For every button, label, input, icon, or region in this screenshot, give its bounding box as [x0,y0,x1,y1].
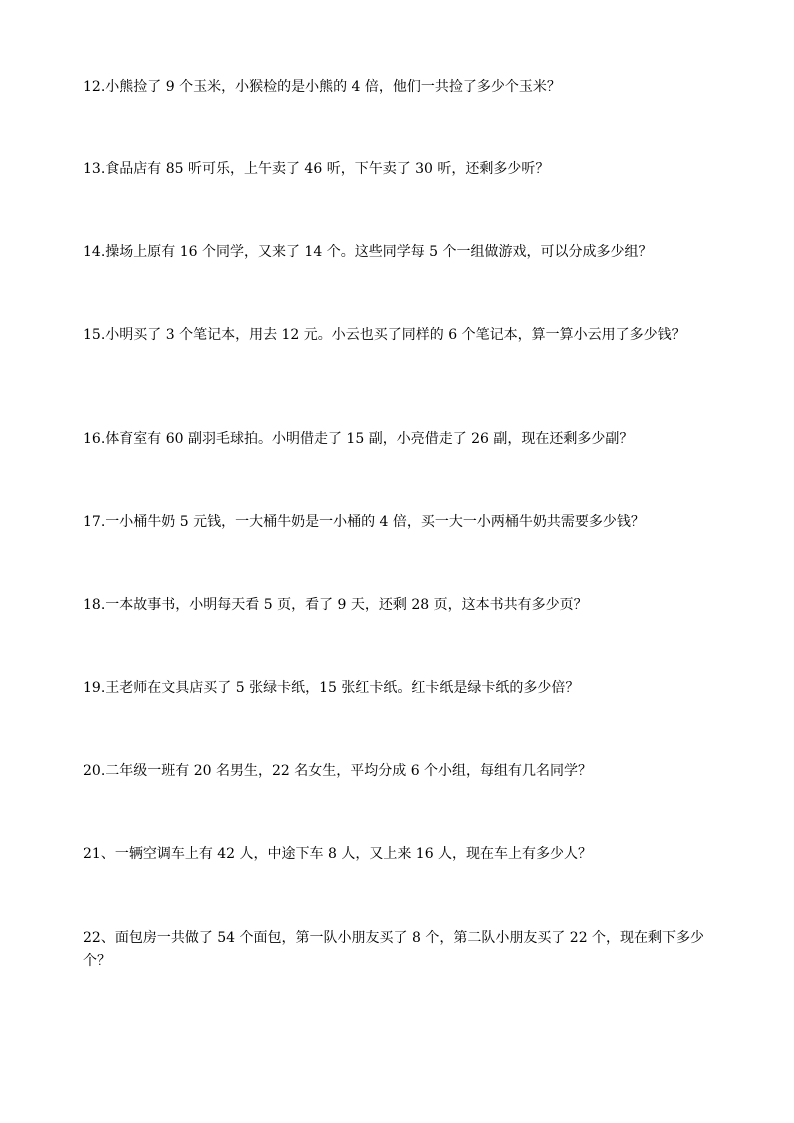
question-22: 22、面包房一共做了 54 个面包，第一队小朋友买了 8 个，第二队小朋友买了 22 个，现在剩下多少个？ [83,930,705,969]
question-19: 19.王老师在文具店买了 5 张绿卡纸，15 张红卡纸。红卡纸是绿卡纸的多少倍？ [83,680,580,696]
question-15: 15.小明买了 3 个笔记本，用去 12 元。小云也买了同样的 6 个笔记本，算一算小云用了多少钱？ [83,327,686,343]
question-20: 20.二年级一班有 20 名男生，22 名女生，平均分成 6 个小组，每组有几名同学？ [83,763,593,779]
question-12: 12.小熊捡了 9 个玉米，小猴检的是小熊的 4 倍，他们一共捡了多少个玉米？ [83,79,561,95]
question-21: 21、一辆空调车上有 42 人，中途下车 8 人，又上来 16 人，现在车上有多少人？ [83,846,593,862]
question-16: 16.体育室有 60 副羽毛球拍。小明借走了 15 副，小亮借走了 26 副，现在还剩多少副？ [83,431,634,447]
question-13: 13.食品店有 85 听可乐，上午卖了 46 听，下午卖了 30 听，还剩多少听？ [83,161,550,177]
question-17: 17.一小桶牛奶 5 元钱，一大桶牛奶是一小桶的 4 倍，买一大一小两桶牛奶共需要多少钱？ [83,514,645,530]
question-18: 18.一本故事书，小明每天看 5 页，看了 9 天，还剩 28 页，这本书共有多少页？ [83,597,588,613]
question-14: 14.操场上原有 16 个同学，又来了 14 个。这些同学每 5 个一组做游戏，可以分成多少组？ [83,244,653,260]
